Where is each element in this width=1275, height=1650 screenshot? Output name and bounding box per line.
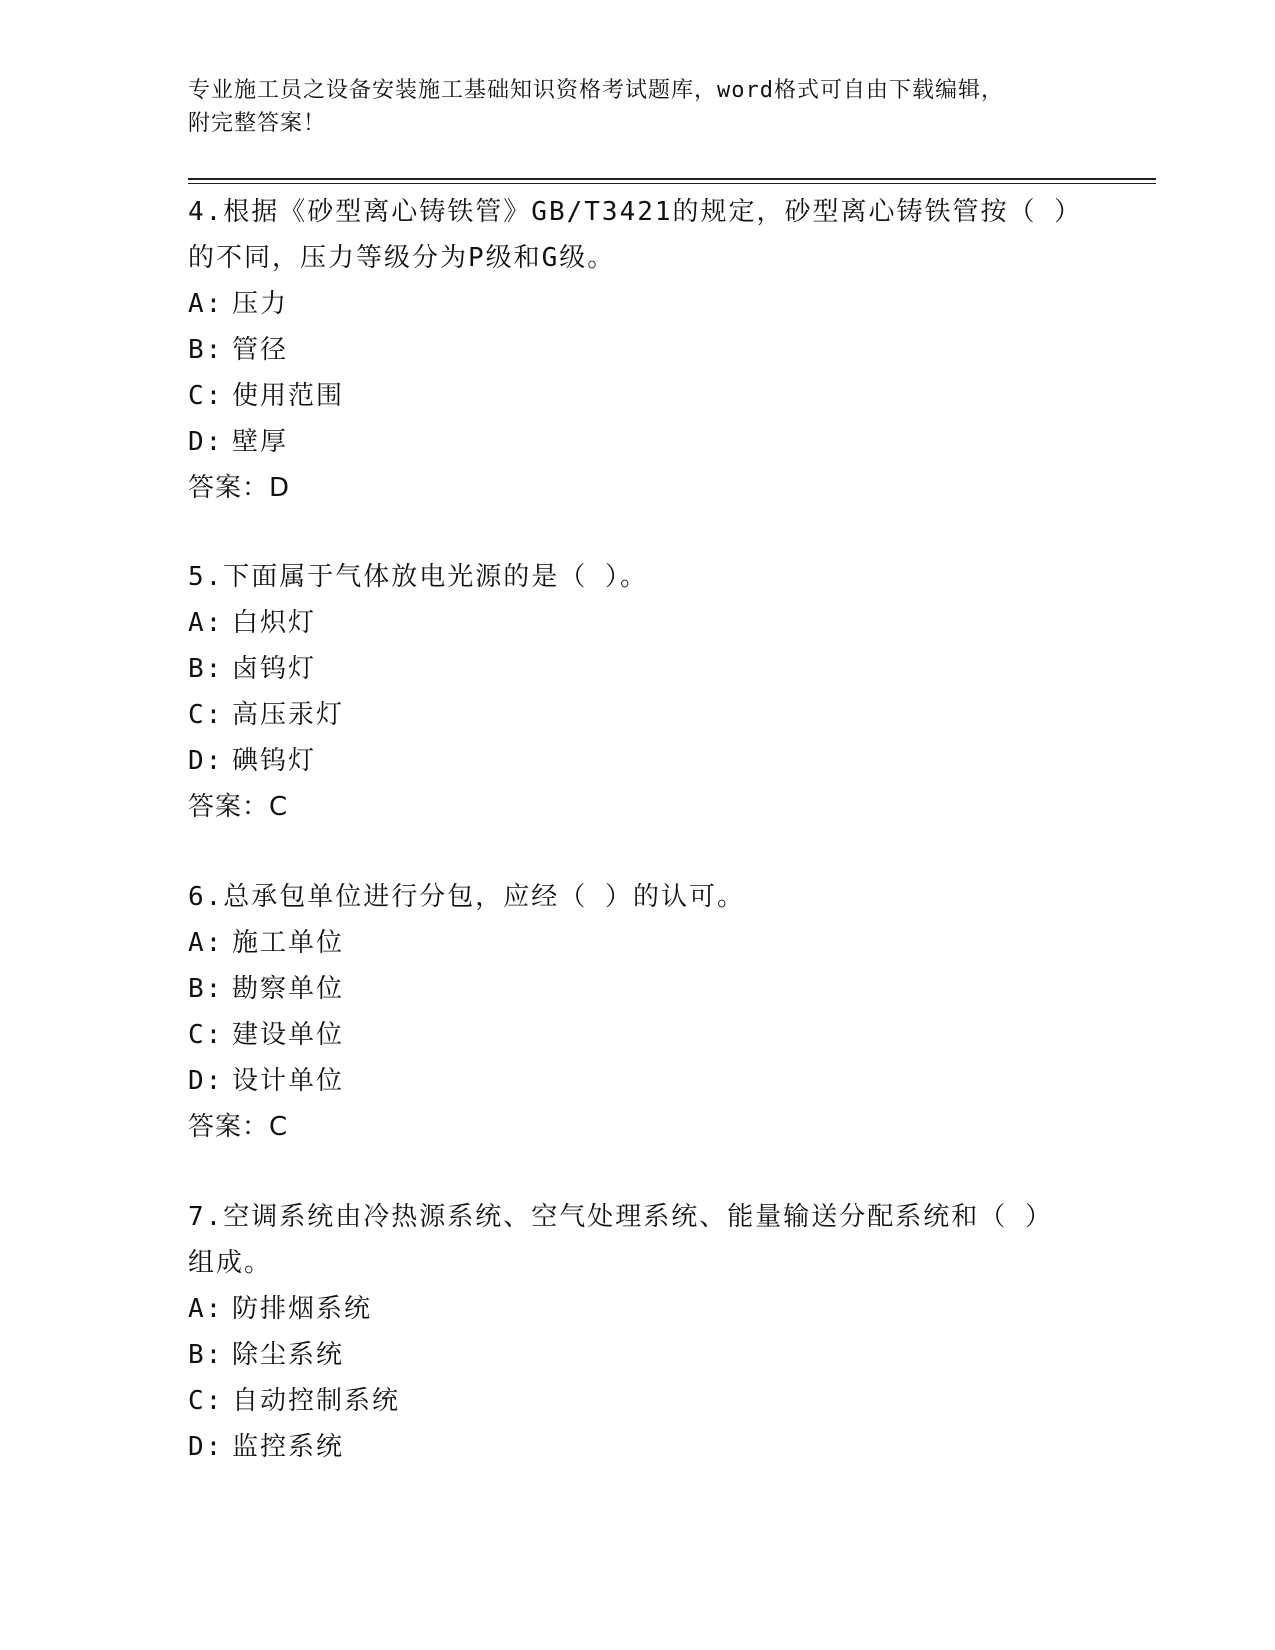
option-text: 管径 (232, 335, 289, 365)
question-5 (188, 554, 1088, 830)
option-c (188, 692, 1088, 738)
option-b (188, 966, 1088, 1012)
option-letter: B: (188, 335, 224, 365)
option-text: 设计单位 (232, 1066, 345, 1096)
option-b (188, 327, 1088, 373)
option-a (188, 1286, 1088, 1332)
option-letter: A: (188, 1294, 224, 1324)
option-letter: C: (188, 700, 224, 730)
option-letter: D: (188, 427, 224, 457)
option-letter: B: (188, 974, 224, 1004)
option-text: 防排烟系统 (232, 1294, 373, 1324)
option-d (188, 1424, 1088, 1470)
document-header (188, 74, 1108, 140)
question-4 (188, 189, 1088, 511)
question-stem: 6.总承包单位进行分包，应经（ ）的认可。 (188, 882, 745, 912)
header-divider-thick (188, 178, 1156, 180)
option-d (188, 1058, 1088, 1104)
option-letter: A: (188, 928, 224, 958)
option-text: 建设单位 (232, 1020, 345, 1050)
option-letter: C: (188, 1020, 224, 1050)
question-stem-continued: 的不同，压力等级分为P级和G级。 (188, 243, 616, 273)
option-letter: C: (188, 381, 224, 411)
option-letter: D: (188, 1432, 224, 1462)
option-a (188, 920, 1088, 966)
option-text: 白炽灯 (232, 608, 317, 638)
option-b (188, 1332, 1088, 1378)
option-text: 压力 (232, 289, 289, 319)
option-text: 壁厚 (232, 427, 289, 457)
question-6 (188, 874, 1088, 1150)
option-text: 卤钨灯 (232, 654, 317, 684)
option-letter: B: (188, 1340, 224, 1370)
option-letter: C: (188, 1386, 224, 1416)
option-d (188, 738, 1088, 784)
answer-line: 答案：C (188, 1112, 289, 1142)
answer-line: 答案：D (188, 473, 291, 503)
option-c (188, 373, 1088, 419)
question-7 (188, 1194, 1088, 1470)
question-stem: 5.下面属于气体放电光源的是（ ）。 (188, 562, 648, 592)
option-letter: A: (188, 608, 224, 638)
option-text: 监控系统 (232, 1432, 345, 1462)
option-text: 高压汞灯 (232, 700, 345, 730)
answer-line: 答案：C (188, 792, 289, 822)
option-text: 除尘系统 (232, 1340, 345, 1370)
option-c (188, 1378, 1088, 1424)
question-stem-continued: 组成。 (188, 1248, 273, 1278)
option-letter: B: (188, 654, 224, 684)
header-line-1: 专业施工员之设备安装施工基础知识资格考试题库，word格式可自由下载编辑， (188, 78, 1004, 103)
option-a (188, 600, 1088, 646)
header-divider-thin (188, 183, 1156, 184)
option-text: 自动控制系统 (232, 1386, 401, 1416)
option-a (188, 281, 1088, 327)
option-letter: D: (188, 746, 224, 776)
option-letter: D: (188, 1066, 224, 1096)
option-b (188, 646, 1088, 692)
header-line-2: 附完整答案！ (188, 111, 327, 136)
option-text: 施工单位 (232, 928, 345, 958)
question-stem: 7.空调系统由冷热源系统、空气处理系统、能量输送分配系统和（ ） (188, 1202, 1053, 1232)
option-d (188, 419, 1088, 465)
question-stem: 4.根据《砂型离心铸铁管》GB/T3421的规定，砂型离心铸铁管按（ ） (188, 197, 1083, 227)
option-text: 碘钨灯 (232, 746, 317, 776)
option-text: 勘察单位 (232, 974, 345, 1004)
option-text: 使用范围 (232, 381, 345, 411)
option-c (188, 1012, 1088, 1058)
option-letter: A: (188, 289, 224, 319)
